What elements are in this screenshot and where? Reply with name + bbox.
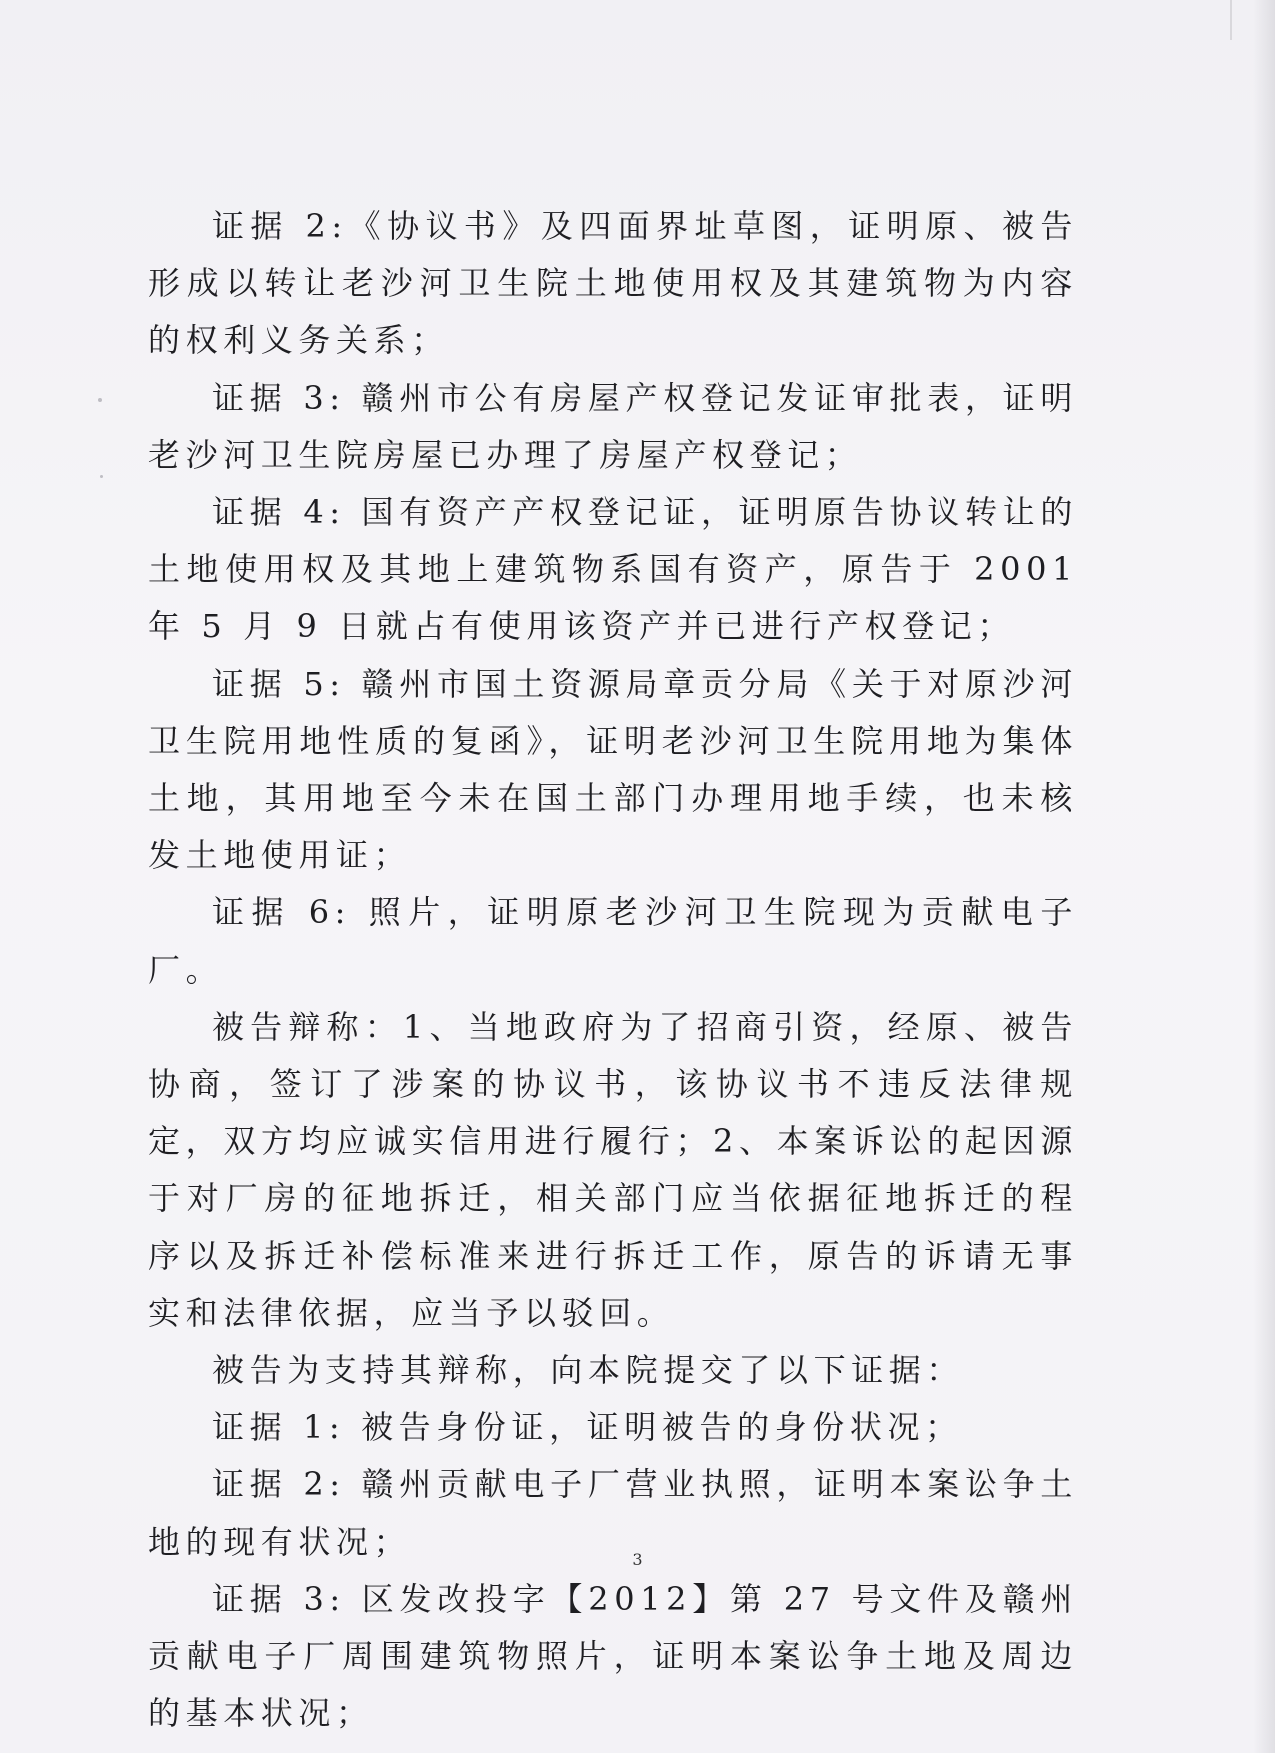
paragraph-defendant-argument: 被告辩称：1、当地政府为了招商引资，经原、被告协商，签订了涉案的协议书，该协议书不违反法律规定，双方均应诚实信用进行履行；2、本案诉讼的起因源于对厂房的征地拆迁，相关部门应当依据征地拆迁的程序以及拆迁补偿标准来进行拆迁工作，原告的诉请无事实和法律依据，应当予以驳回。 <box>148 1007 1078 1332</box>
document-body <box>148 198 1078 1742</box>
paragraph-defendant-evidence-3: 证据 3: 区发改投字【2012】第 27 号文件及赣州贡献电子厂周围建筑物照片，证明本案讼争土地及周边的基本状况； <box>148 1579 1078 1733</box>
paragraph-evidence-5: 证据 5: 赣州市国土资源局章贡分局《关于对原沙河卫生院用地性质的复函》，证明老沙河卫生院用地为集体土地，其用地至今未在国土部门办理用地手续，也未核发土地使用证； <box>148 664 1078 875</box>
scan-speck <box>1012 1468 1016 1474</box>
page-number: 3 <box>632 1550 643 1569</box>
paragraph-defendant-evidence-intro: 被告为支持其辩称，向本院提交了以下证据： <box>212 1351 965 1390</box>
paragraph-defendant-evidence-2: 证据 2: 赣州贡献电子厂营业执照，证明本案讼争土地的现有状况； <box>148 1465 1078 1561</box>
scan-speck <box>100 475 103 478</box>
scan-speck <box>442 1353 445 1356</box>
paragraph-defendant-evidence-1: 证据 1: 被告身份证，证明被告的身份状况； <box>212 1408 963 1447</box>
scan-edge-shadow <box>1253 0 1275 1753</box>
scan-edge-mark <box>1230 0 1232 40</box>
paragraph-evidence-6: 证据 6: 照片，证明原老沙河卫生院现为贡献电子厂。 <box>148 893 1078 989</box>
paragraph-evidence-4: 证据 4: 国有资产产权登记证，证明原告协议转让的土地使用权及其地上建筑物系国有资产，原告于 2001 年 5 月 9 日就占有使用该资产并已进行产权登记； <box>148 493 1078 646</box>
scan-speck <box>98 398 102 402</box>
paragraph-evidence-2: 证据 2:《协议书》及四面界址草图，证明原、被告形成以转让老沙河卫生院土地使用权及其建筑物为内容的权利义务关系； <box>148 207 1078 360</box>
paragraph-evidence-3: 证据 3: 赣州市公有房屋产权登记发证审批表，证明老沙河卫生院房屋已办理了房屋产权登记； <box>148 378 1078 474</box>
